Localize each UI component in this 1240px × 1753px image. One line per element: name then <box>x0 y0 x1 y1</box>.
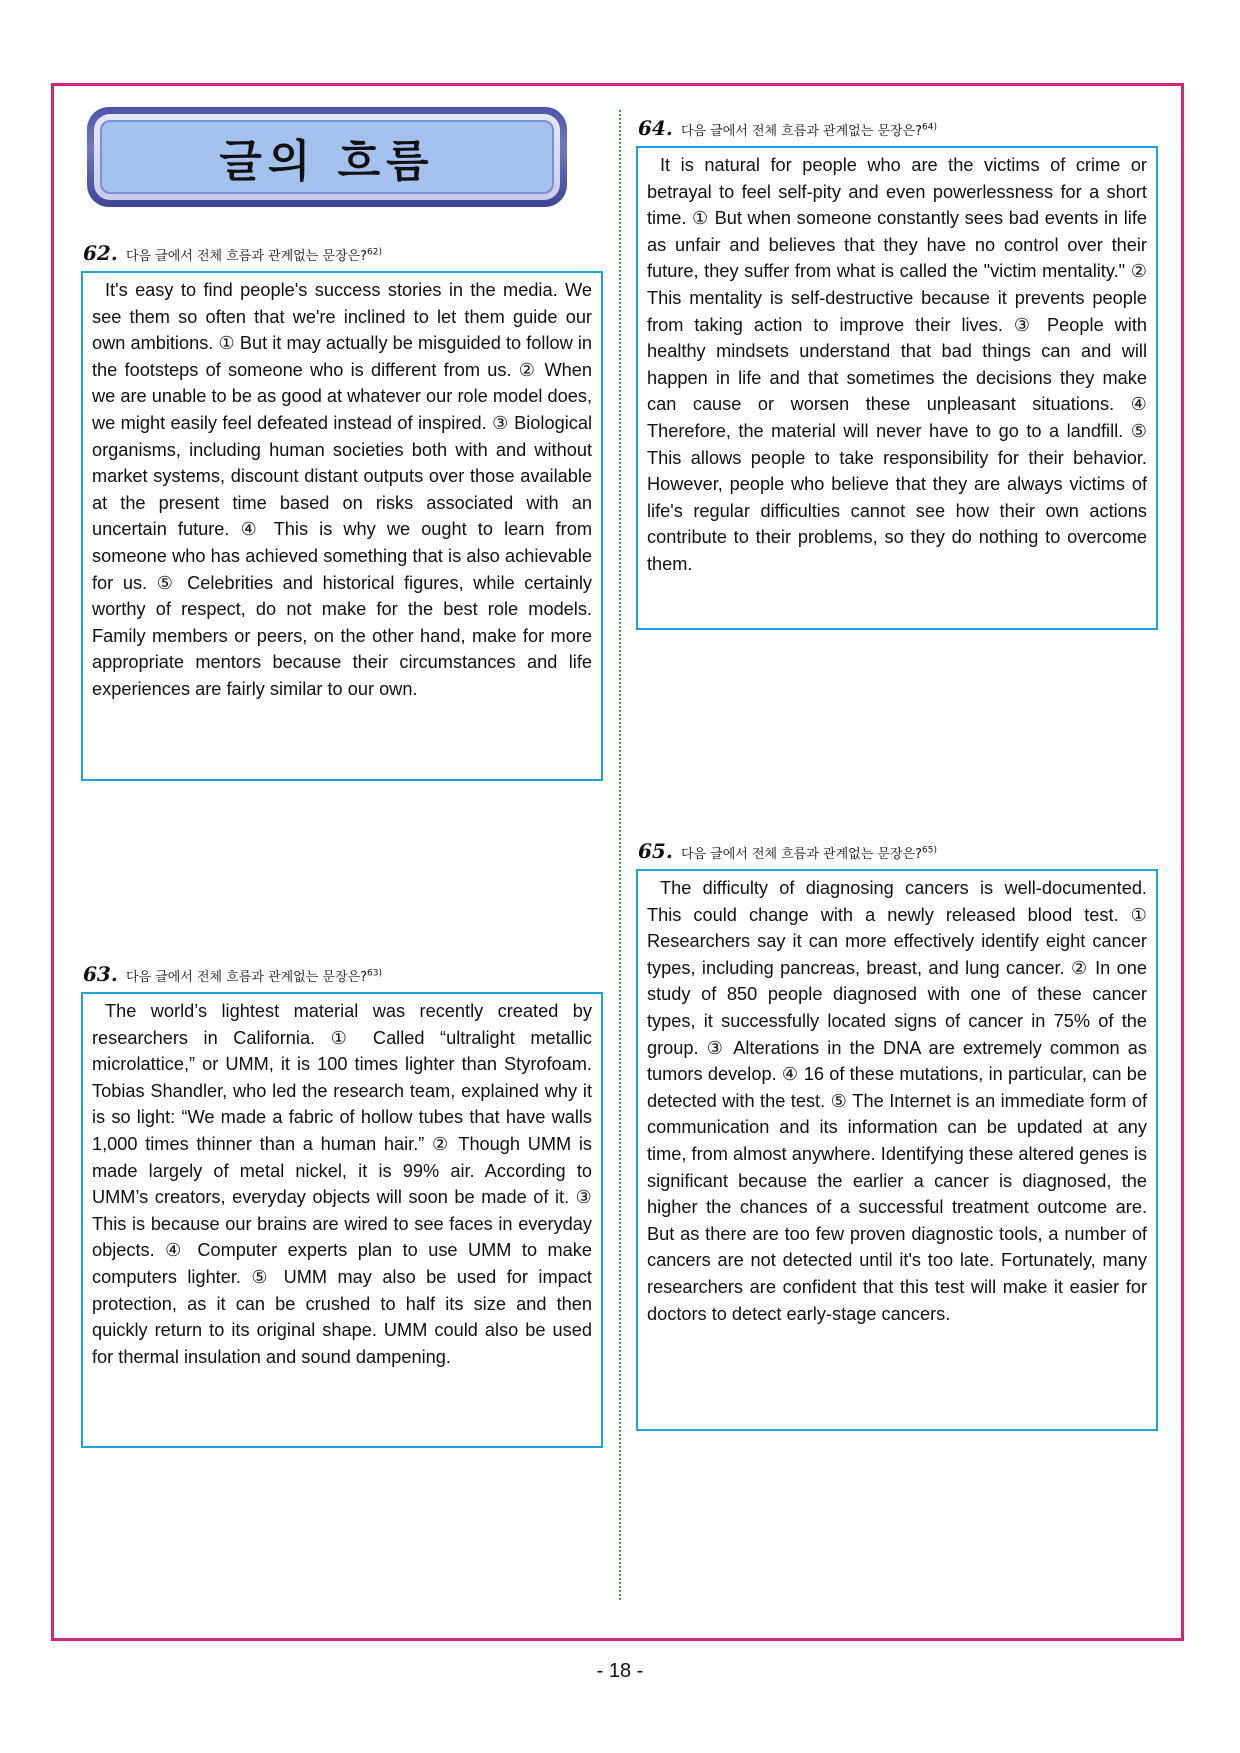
question-footnote-ref: 64) <box>922 122 937 133</box>
question-63-passage: The world’s lightest material was recently created by researchers in California. ① Called “ultralight metallic microlattice,” or UMM, it is 100 times lighter than Styrofoam. Tobias Shandler, who led the research team, explained why it is so light: “We made a fabric of hollow tubes that have walls 1,000 times thinner than a human hair.” ② Though UMM is made largely of metal nickel, it is 99% air. According to UMM’s creators, everyday objects will soon be made of it. ③ This is because our brains are wired to see faces in everyday objects. ④ Computer experts plan to use UMM to make computers lighter. ⑤ UMM may also be used for impact protection, as it can be crushed to half its size and then quickly return to its original shape. UMM could also be used for thermal insulation and sound dampening. <box>81 992 603 1448</box>
question-64-heading <box>638 116 937 140</box>
section-title: 글의 흐름 <box>219 136 435 187</box>
question-number: 63. <box>83 962 118 986</box>
question-63-heading <box>83 962 382 986</box>
question-number: 64. <box>638 116 673 140</box>
question-number: 65. <box>638 839 673 863</box>
question-prompt: 다음 글에서 전체 흐름과 관계없는 문장은? <box>680 847 922 862</box>
question-65-passage: The difficulty of diagnosing cancers is well-documented. This could change with a newly released blood test. ① Researchers say it can more effectively identify eight cancer types, including pancreas, breast, and lung cancer. ② In one study of 850 people diagnosed with one of these cancer types, it successfully located signs of cancer in 75% of the group. ③ Alterations in the DNA are extremely common as tumors develop. ④ 16 of these mutations, in particular, can be detected with the test. ⑤ The Internet is an immediate form of communication and its information can be updated at any time, from almost anywhere. Identifying these altered genes is significant because the earlier a cancer is diagnosed, the higher the chances of a successful treatment outcome are. But as there are too few proven diagnostic tools, a number of cancers are not detected until it's too late. Fortunately, many researchers are confident that this test will make it easier for doctors to detect early-stage cancers. <box>636 869 1158 1431</box>
question-62-heading <box>83 241 382 265</box>
question-number: 62. <box>83 241 118 265</box>
question-65-heading <box>638 839 937 863</box>
question-prompt: 다음 글에서 전체 흐름과 관계없는 문장은? <box>125 970 367 985</box>
page-number: - 18 - <box>596 1660 644 1682</box>
question-prompt: 다음 글에서 전체 흐름과 관계없는 문장은? <box>125 249 367 264</box>
column-divider <box>619 110 621 1600</box>
question-footnote-ref: 62) <box>367 247 382 258</box>
question-62-passage: It's easy to find people's success stories in the media. We see them so often that we're inclined to let them guide our own ambitions. ① But it may actually be misguided to follow in the footsteps of someone who is different from us. ② When we are unable to be as good at whatever our role model does, we might easily feel defeated instead of inspired. ③ Biological organisms, including human societies both with and without market systems, discount distant outputs over those available at the present time based on risks associated with an uncertain future. ④ This is why we ought to learn from someone who has achieved something that is also achievable for us. ⑤ Celebrities and historical figures, while certainly worthy of respect, do not make for the best role models. Family members or peers, on the other hand, make for more appropriate mentors because their circumstances and life experiences are fairly similar to our own. <box>81 271 603 781</box>
section-banner <box>87 107 567 207</box>
question-footnote-ref: 63) <box>367 968 382 979</box>
question-footnote-ref: 65) <box>922 845 937 856</box>
question-prompt: 다음 글에서 전체 흐름과 관계없는 문장은? <box>680 124 922 139</box>
question-64-passage: It is natural for people who are the victims of crime or betrayal to feel self-pity and even powerlessness for a short time. ① But when someone constantly sees bad events in life as unfair and believes that they have no control over their future, they suffer from what is called the "victim mentality." ② This mentality is self-destructive because it prevents people from taking action to improve their lives. ③ People with healthy mindsets understand that bad things can and will happen in life and that sometimes the decisions they make can cause or worsen these unpleasant situations. ④ Therefore, the material will never have to go to a landfill. ⑤ This allows people to take responsibility for their behavior. However, people who believe that they are always victims of life's regular difficulties cannot see how their own actions contribute to their problems, so they do nothing to overcome them. <box>636 146 1158 630</box>
